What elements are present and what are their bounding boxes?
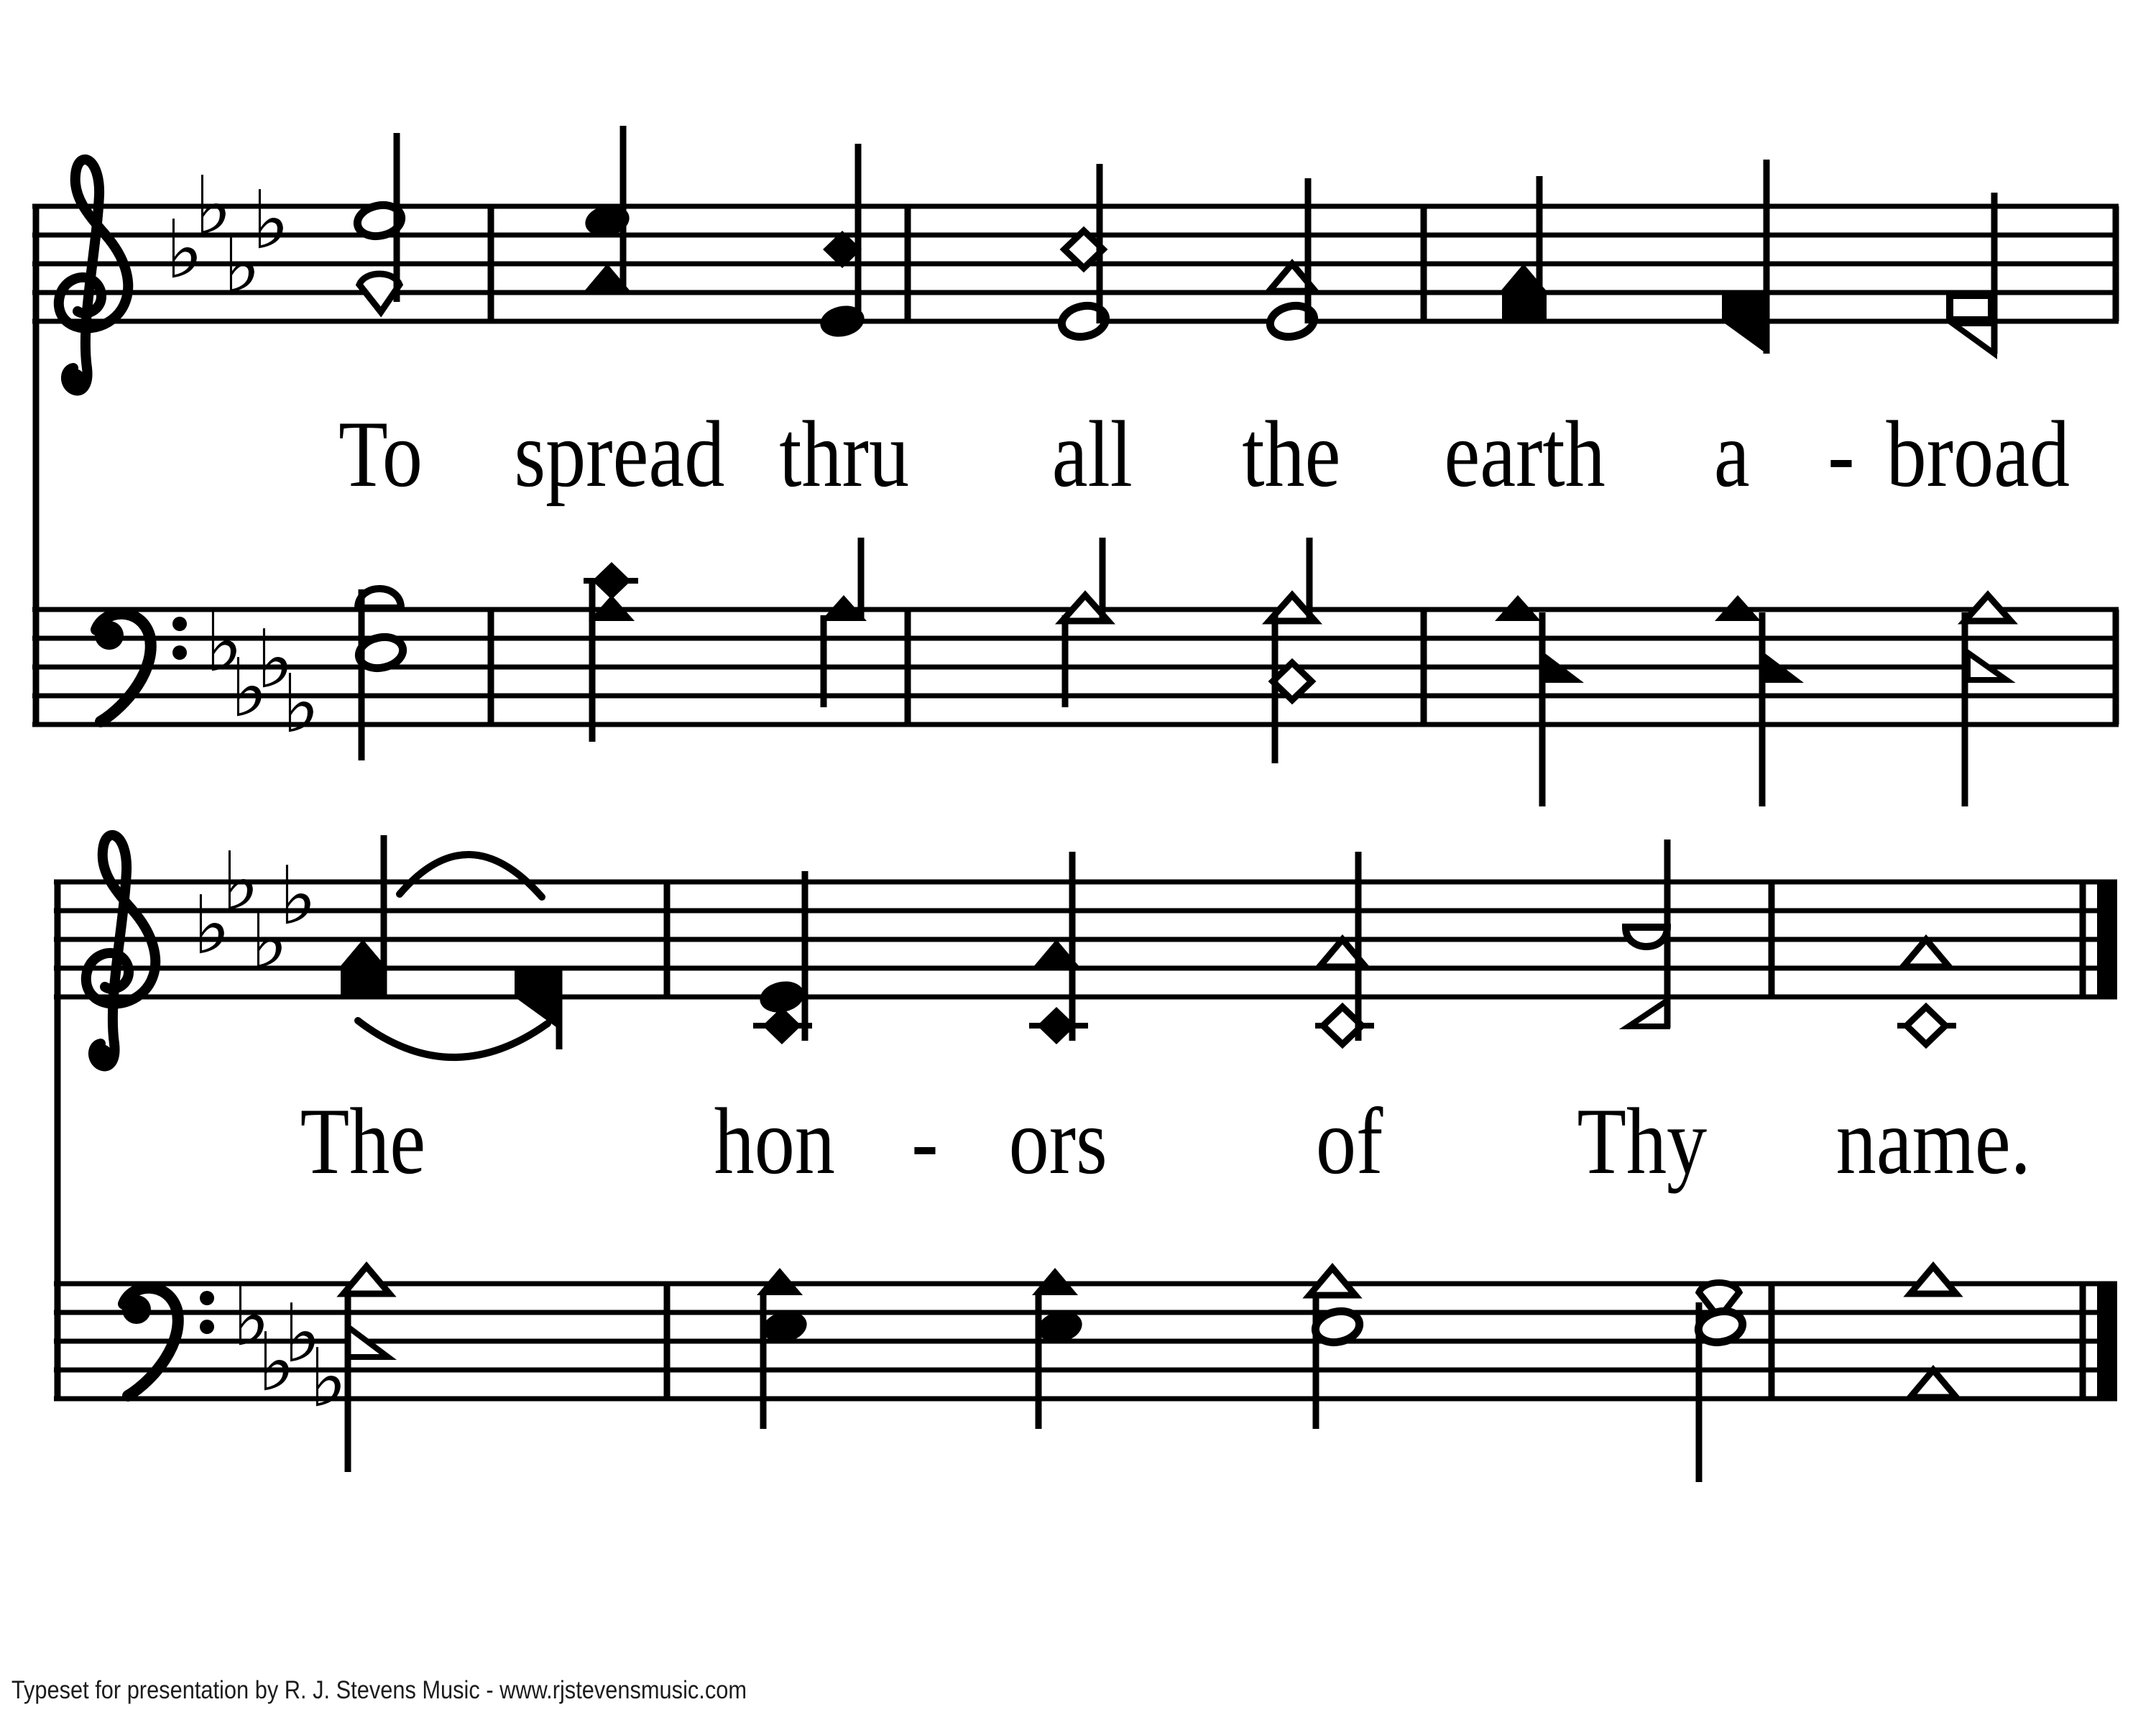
lyric-word: hon (714, 1089, 835, 1195)
system-1 (32, 126, 2119, 806)
chord-s1b-broad (1965, 595, 2011, 806)
slur-lower (358, 1021, 548, 1057)
flat-icon: ♭ (221, 835, 259, 929)
lyric-word: Thy (1577, 1089, 1708, 1195)
flat-icon: ♭ (279, 850, 317, 943)
flat-icon: ♭ (250, 893, 288, 987)
flat-icon: ♭ (193, 879, 231, 972)
lyrics-line-2 (300, 1090, 2031, 1194)
chord-s1t-to (354, 133, 404, 312)
chord-s2b-ors (1032, 1268, 1085, 1429)
flat-icon: ♭ (309, 1332, 347, 1425)
chord-s2t-name (1897, 939, 1956, 1044)
system1-bass-staff (32, 610, 2119, 724)
system1-bass-key-signature (205, 597, 320, 751)
flat-icon: ♭ (230, 642, 268, 735)
chord-s1t-broad (1950, 193, 1994, 354)
flat-icon: ♭ (232, 1271, 270, 1364)
chord-s1b-all (1062, 538, 1108, 707)
chord-s1t-earth (1501, 176, 1547, 321)
chord-s1t-all (1059, 164, 1108, 341)
lyric-word: broad (1886, 402, 2070, 507)
lyric-word: To (338, 402, 423, 507)
chord-s1t-the (1267, 178, 1317, 341)
slur-upper (400, 855, 542, 897)
lyric-word: ors (1008, 1089, 1107, 1195)
lyric-word: the (1242, 402, 1341, 507)
flat-icon: ♭ (194, 160, 232, 253)
flat-icon: ♭ (257, 1316, 295, 1409)
flat-icon: ♭ (165, 203, 203, 297)
lyric-word: - (911, 1089, 939, 1195)
chord-s1b-earth (1495, 595, 1584, 806)
lyric-word: earth (1444, 402, 1606, 507)
chord-s2t-the (340, 835, 386, 997)
lyric-word: of (1315, 1089, 1383, 1195)
chord-s2t-hon (753, 871, 812, 1044)
chord-s2t-thy (1626, 840, 1667, 1028)
system2-treble-key-signature (193, 835, 317, 987)
chord-s1b-thru (821, 538, 867, 707)
lyric-word: a (1713, 402, 1750, 507)
lyric-word: - (1828, 402, 1855, 507)
chord-s1t-a (1722, 160, 1766, 354)
system2-bass-key-signature (232, 1271, 347, 1425)
flat-icon: ♭ (282, 658, 320, 751)
chord-s1b-a (1715, 595, 1804, 806)
chord-s2b-of (1309, 1268, 1363, 1429)
chord-s1b-the (1269, 538, 1315, 763)
footer-credit: Typeset for presentation by R. J. Stevens Music - www.rjstevensmusic.com (11, 1675, 747, 1704)
treble-clef-icon (59, 160, 128, 391)
chord-s1t-thru (817, 144, 867, 341)
flat-icon: ♭ (223, 218, 261, 311)
lyric-word: name. (1835, 1089, 2031, 1195)
flat-icon: ♭ (205, 597, 243, 690)
chord-s2b-name (1910, 1266, 1956, 1397)
lyric-word: all (1051, 402, 1133, 507)
lyric-word: The (300, 1089, 426, 1195)
treble-clef-icon (86, 835, 155, 1067)
flat-icon: ♭ (283, 1287, 321, 1381)
flat-icon: ♭ (256, 613, 294, 707)
system2-final-barline (2097, 882, 2117, 1399)
system-2 (54, 835, 2117, 1482)
chord-s1b-to (356, 589, 405, 760)
lyrics-line-1 (338, 402, 2070, 507)
chord-s1b-spread (584, 562, 638, 742)
flat-icon: ♭ (252, 174, 290, 267)
system1-treble-key-signature (165, 160, 290, 311)
lyric-word: thru (779, 402, 910, 507)
lyric-word: spread (514, 402, 725, 507)
chord-s2b-hon (757, 1268, 810, 1429)
